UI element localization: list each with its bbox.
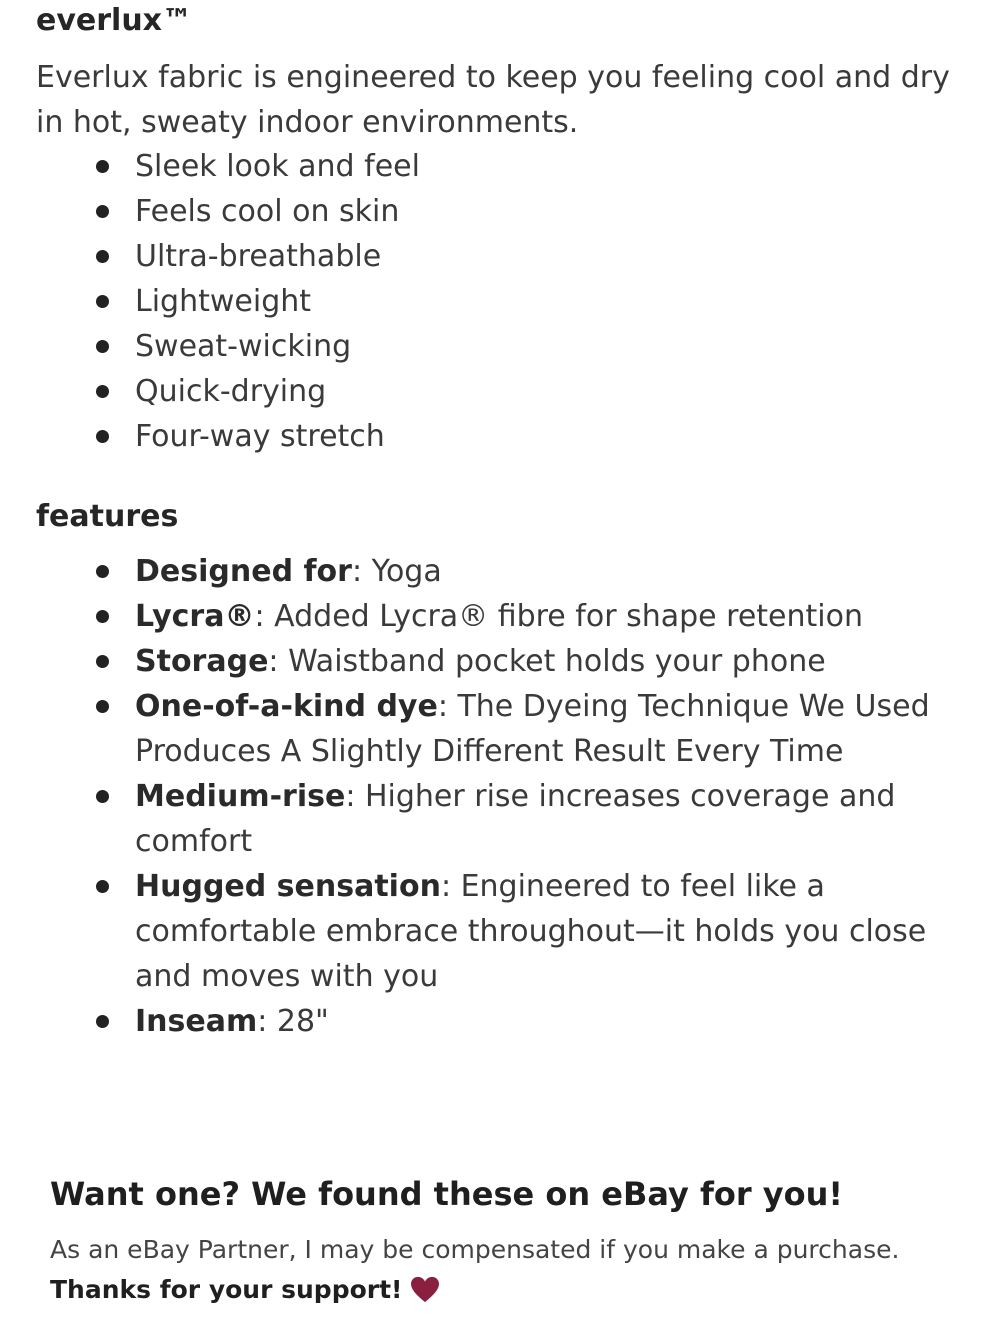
ebay-title: Want one? We found these on eBay for you! (50, 1175, 843, 1213)
feature-label: One-of-a-kind dye (135, 689, 438, 724)
feature-text: : Engineered to feel like a comfortable embrace throughout—it holds you close and moves with you (135, 869, 927, 994)
bullet-icon (96, 610, 109, 623)
list-item (36, 234, 836, 279)
list-item (36, 324, 836, 369)
benefit-text: Four-way stretch (135, 419, 385, 454)
benefit-text: Feels cool on skin (135, 194, 400, 229)
feature-text: : Higher rise increases coverage and comfort (135, 779, 896, 859)
benefit-text: Ultra-breathable (135, 239, 382, 274)
benefit-list (36, 144, 836, 459)
heart-icon (410, 1276, 440, 1304)
benefit-text: Sweat-wicking (135, 329, 352, 364)
benefit-text: Sleek look and feel (135, 149, 420, 184)
bullet-icon (96, 385, 109, 398)
bullet-icon (96, 340, 109, 353)
feature-label: Designed for (135, 554, 352, 589)
list-item (36, 414, 836, 459)
list-item (36, 594, 976, 639)
bullet-icon (96, 1015, 109, 1028)
feature-list (36, 549, 976, 1044)
feature-text: : Yoga (351, 554, 442, 589)
list-item (36, 639, 976, 684)
bullet-icon (96, 700, 109, 713)
feature-text: : Waistband pocket holds your phone (268, 644, 826, 679)
feature-label: Storage (135, 644, 269, 679)
bullet-icon (96, 880, 109, 893)
bullet-icon (96, 565, 109, 578)
thanks-text: Thanks for your support! (50, 1275, 403, 1304)
bullet-icon (96, 160, 109, 173)
benefit-text: Quick-drying (135, 374, 327, 409)
fabric-description: Everlux fabric is engineered to keep you feeling cool and dry in hot, sweaty indoor environments. (36, 60, 950, 140)
feature-label: Lycra® (135, 599, 255, 634)
feature-text: : The Dyeing Technique We Used Produces A Slightly Different Result Every Time (135, 689, 930, 769)
bullet-icon (96, 250, 109, 263)
ebay-disclaimer: As an eBay Partner, I may be compensated if you make a purchase. (50, 1235, 900, 1264)
feature-text: : Added Lycra® fibre for shape retention (254, 599, 863, 634)
feature-label: Medium-rise (135, 779, 346, 814)
list-item (36, 684, 976, 774)
list-item (36, 369, 836, 414)
features-heading: features (36, 499, 179, 534)
list-item (36, 144, 836, 189)
benefit-text: Lightweight (135, 284, 312, 319)
list-item (36, 279, 836, 324)
feature-text: : 28" (257, 1004, 329, 1039)
feature-label: Hugged sensation (135, 869, 441, 904)
feature-label: Inseam (135, 1004, 258, 1039)
bullet-icon (96, 205, 109, 218)
bullet-icon (96, 655, 109, 668)
bullet-icon (96, 790, 109, 803)
list-item (36, 549, 976, 594)
bullet-icon (96, 430, 109, 443)
list-item (36, 864, 976, 999)
thanks-line (50, 1270, 980, 1310)
list-item (36, 774, 976, 864)
ebay-promo (50, 1172, 980, 1310)
list-item (36, 189, 836, 234)
fabric-heading: everlux™ (36, 3, 193, 38)
bullet-icon (96, 295, 109, 308)
list-item (36, 999, 976, 1044)
